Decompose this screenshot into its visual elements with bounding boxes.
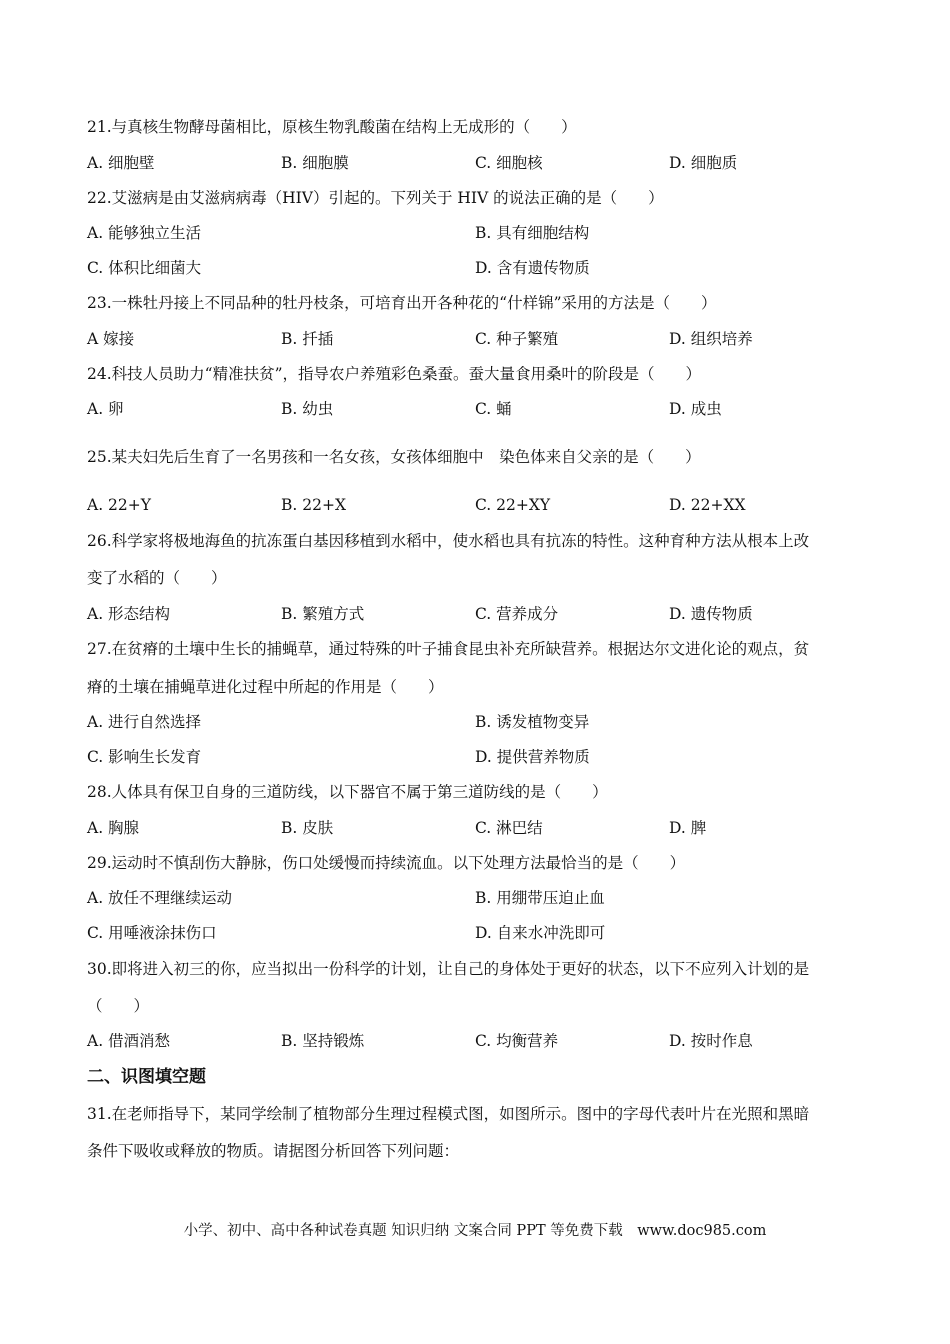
option-d: D. 含有遗传物质 — [475, 259, 590, 277]
option-b: B. 具有细胞结构 — [475, 224, 590, 242]
question-29-options-row1 — [87, 887, 867, 909]
option-c: C. 均衡营养 — [475, 1032, 559, 1050]
question-24-stem: 24.科技人员助力“精准扶贫”，指导农户养殖彩色桑蚕。蚕大量食用桑叶的阶段是（ ） — [87, 365, 702, 383]
question-27-stem-cont: 瘠的土壤在捕蝇草进化过程中所起的作用是（ ） — [87, 678, 444, 696]
option-c: C. 蛹 — [475, 400, 512, 418]
option-a: A. 22+Y — [87, 496, 151, 514]
question-28-options — [87, 817, 867, 839]
question-21-options — [87, 152, 867, 174]
option-a: A. 卵 — [87, 400, 124, 418]
question-24-options — [87, 398, 867, 420]
option-b: B. 细胞膜 — [281, 154, 349, 172]
option-a: A 嫁接 — [87, 330, 135, 348]
option-c: C. 影响生长发育 — [87, 748, 202, 766]
option-c: C. 细胞核 — [475, 154, 543, 172]
question-25-options — [87, 494, 867, 516]
question-22-stem: 22.艾滋病是由艾滋病病毒（HIV）引起的。下列关于 HIV 的说法正确的是（ ） — [87, 189, 664, 207]
question-30-options — [87, 1030, 867, 1052]
question-27-options-row2 — [87, 746, 867, 768]
option-c: C. 营养成分 — [475, 605, 559, 623]
question-30-stem-cont: （ ） — [87, 997, 150, 1015]
question-25-stem: 25.某夫妇先后生育了一名男孩和一名女孩，女孩体细胞中 染色体来自父亲的是（ ） — [87, 448, 701, 466]
option-d: D. 组织培养 — [669, 330, 753, 348]
question-22-options-row2 — [87, 257, 867, 279]
option-d: D. 自来水冲洗即可 — [475, 924, 606, 942]
option-b: B. 繁殖方式 — [281, 605, 365, 623]
option-c: C. 用唾液涂抹伤口 — [87, 924, 217, 942]
question-26-stem: 26.科学家将极地海鱼的抗冻蛋白基因移植到水稻中，使水稻也具有抗冻的特性。这种育种方法从根本上改 — [87, 532, 810, 550]
option-d: D. 遗传物质 — [669, 605, 753, 623]
question-23-stem: 23.一株牡丹接上不同品种的牡丹枝条，可培育出开各种花的“什样锦”采用的方法是（ ） — [87, 294, 717, 312]
option-d: D. 脾 — [669, 819, 707, 837]
page-footer: 小学、初中、高中各种试卷真题 知识归纳 文案合同 PPT 等免费下载 www.doc985.com — [183, 1223, 767, 1239]
question-27-options-row1 — [87, 711, 867, 733]
question-31-line2: 条件下吸收或释放的物质。请据图分析回答下列问题： — [87, 1142, 460, 1160]
option-a: A. 进行自然选择 — [87, 713, 202, 731]
option-a: A. 能够独立生活 — [87, 224, 202, 242]
option-a: A. 借酒消愁 — [87, 1032, 171, 1050]
option-d: D. 22+XX — [669, 496, 746, 514]
option-b: B. 扦插 — [281, 330, 334, 348]
question-21-stem: 21.与真核生物酵母菌相比，原核生物乳酸菌在结构上无成形的（ ） — [87, 118, 577, 136]
option-b: B. 幼虫 — [281, 400, 334, 418]
option-d: D. 细胞质 — [669, 154, 738, 172]
option-d: D. 按时作息 — [669, 1032, 753, 1050]
option-a: A. 放任不理继续运动 — [87, 889, 233, 907]
question-31-line1: 31.在老师指导下，某同学绘制了植物部分生理过程模式图，如图所示。图中的字母代表叶片在光照和黑暗 — [87, 1105, 810, 1123]
option-a: A. 胸腺 — [87, 819, 140, 837]
option-b: B. 22+X — [281, 496, 346, 514]
question-23-options — [87, 328, 867, 350]
option-b: B. 用绷带压迫止血 — [475, 889, 605, 907]
option-c: C. 22+XY — [475, 496, 551, 514]
option-b: B. 诱发植物变异 — [475, 713, 590, 731]
question-29-options-row2 — [87, 922, 867, 944]
option-b: B. 坚持锻炼 — [281, 1032, 365, 1050]
question-28-stem: 28.人体具有保卫自身的三道防线，以下器官不属于第三道防线的是（ ） — [87, 783, 608, 801]
question-26-options — [87, 603, 867, 625]
question-22-options-row1 — [87, 222, 867, 244]
question-29-stem: 29.运动时不慎刮伤大静脉，伤口处缓慢而持续流血。以下处理方法最恰当的是（ ） — [87, 854, 686, 872]
option-a: A. 形态结构 — [87, 605, 171, 623]
option-a: A. 细胞壁 — [87, 154, 155, 172]
option-b: B. 皮肤 — [281, 819, 334, 837]
question-30-stem: 30.即将进入初三的你，应当拟出一份科学的计划，让自己的身体处于更好的状态，以下不应列入计划的是 — [87, 960, 810, 978]
option-c: C. 淋巴结 — [475, 819, 543, 837]
question-26-stem-cont: 变了水稻的（ ） — [87, 569, 227, 587]
option-d: D. 提供营养物质 — [475, 748, 590, 766]
section-title: 二、识图填空题 — [87, 1067, 206, 1087]
option-d: D. 成虫 — [669, 400, 722, 418]
question-27-stem: 27.在贫瘠的土壤中生长的捕蝇草，通过特殊的叶子捕食昆虫补充所缺营养。根据达尔文进化论的观点，贫 — [87, 640, 810, 658]
option-c: C. 体积比细菌大 — [87, 259, 202, 277]
option-c: C. 种子繁殖 — [475, 330, 559, 348]
